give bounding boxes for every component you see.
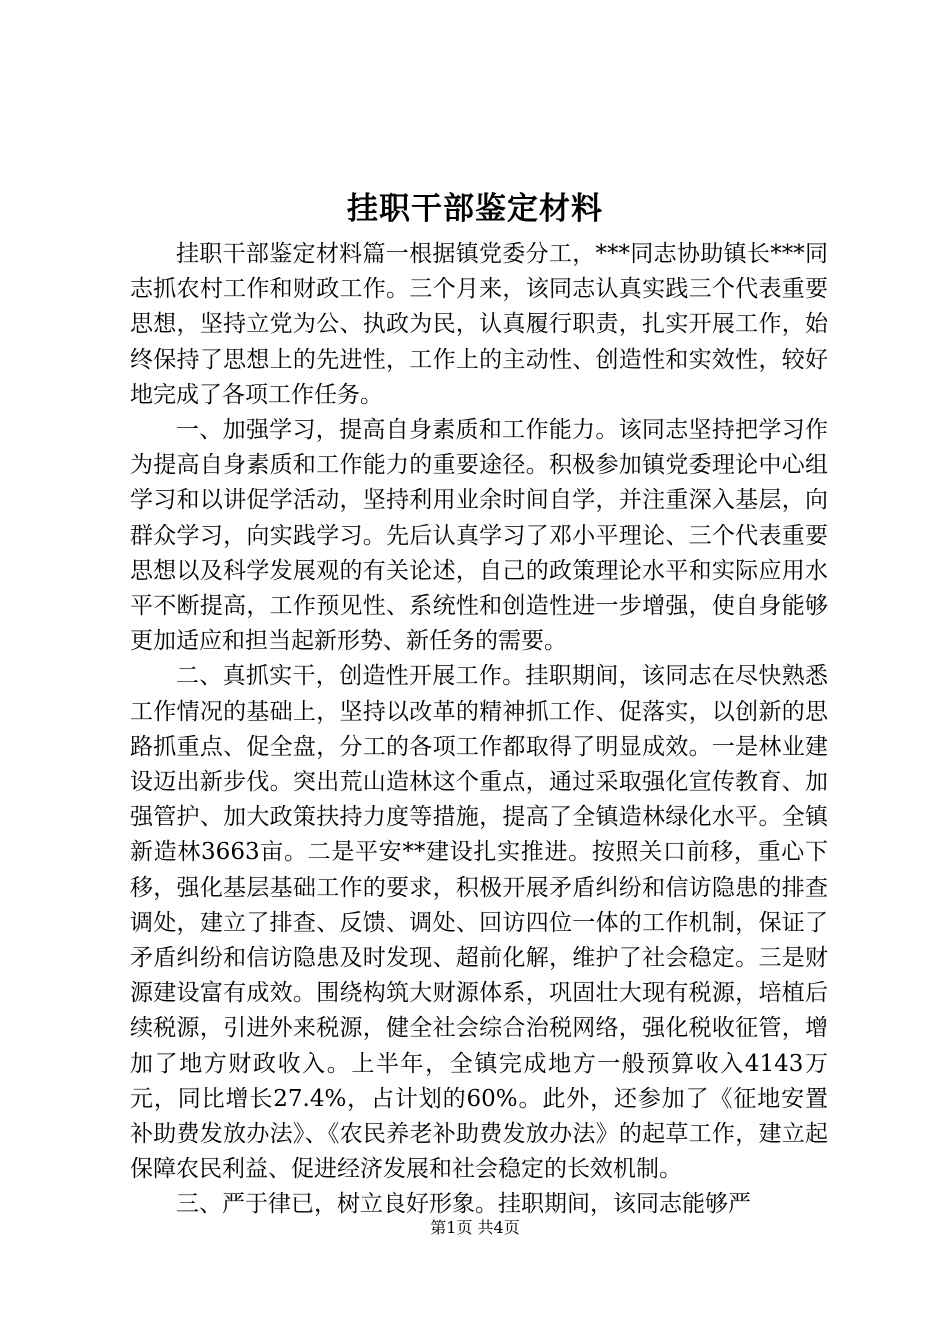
paragraph-section-2: 二、真抓实干，创造性开展工作。挂职期间，该同志在尽快熟悉工作情况的基础上，坚持以改革的精神抓工作、促落实，以创新的思路抓重点、促全盘，分工的各项工作都取得了明显成效。一是林业建设迈出新步伐。突出荒山造林这个重点，通过采取强化宣传教育、加强管护、加大政策扶持力度等措施，提高了全镇造林绿化水平。全镇新造林3663亩。二是平安**建设扎实推进。按照关口前移，重心下移，强化基层基础工作的要求，积极开展矛盾纠纷和信访隐患的排查调处，建立了排查、反馈、调处、回访四位一体的工作机制，保证了矛盾纠纷和信访隐患及时发现、超前化解，维护了社会稳定。三是财源建设富有成效。围绕构筑大财源体系，巩固壮大现有税源，培植后续税源，引进外来税源，健全社会综合治税网络，强化税收征管，增加了地方财政收入。上半年，全镇完成地方一般预算收入4143万元，同比增长27.4%，占计划的60%。此外，还参加了《征地安置补助费发放办法》、《农民养老补助费发放办法》的起草工作，建立起保障农民利益、促进经济发展和社会稳定的长效机制。	[130, 663, 828, 1183]
page-footer: 第1页 共4页	[430, 1218, 520, 1237]
paragraph-section-3: 三、严于律已，树立良好形象。挂职期间，该同志能够严	[176, 1191, 751, 1218]
document-title: 挂职干部鉴定材料	[347, 191, 603, 227]
document-body	[130, 237, 828, 1223]
paragraph-intro: 挂职干部鉴定材料篇一根据镇党委分工，***同志协助镇长***同志抓农村工作和财政工作。三个月来，该同志认真实践三个代表重要思想，坚持立党为公、执政为民，认真履行职责，扎实开展工作，始终保持了思想上的先进性，工作上的主动性、创造性和实效性，较好地完成了各项工作任务。	[130, 241, 828, 408]
paragraph-section-1: 一、加强学习，提高自身素质和工作能力。该同志坚持把学习作为提高自身素质和工作能力的重要途径。积极参加镇党委理论中心组学习和以讲促学活动，坚持利用业余时间自学，并注重深入基层，向群众学习，向实践学习。先后认真学习了邓小平理论、三个代表重要思想以及科学发展观的有关论述，自己的政策理论水平和实际应用水平不断提高，工作预见性、系统性和创造性进一步增强，使自身能够更加适应和担当起新形势、新任务的需要。	[130, 417, 828, 655]
